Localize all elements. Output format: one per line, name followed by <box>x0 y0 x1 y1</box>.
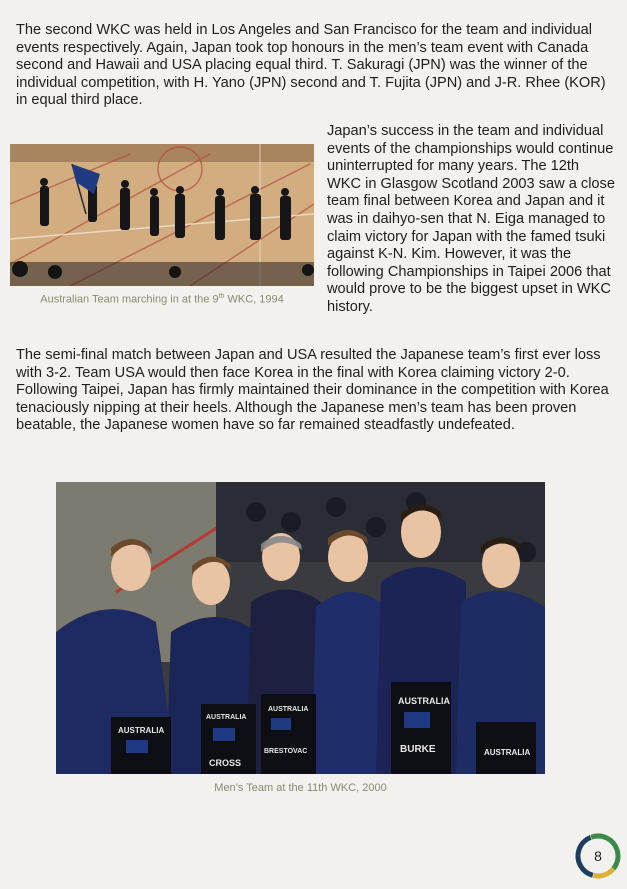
jacket-label-2: AUSTRALIA <box>206 714 247 721</box>
caption-text: Australian Team marching in at the 9 <box>40 293 219 306</box>
jacket-label-3: AUSTRALIA <box>268 706 309 713</box>
australian-flag-icon <box>126 712 430 753</box>
paragraph-intro: The second WKC was held in Los Angeles and San Francisco for the team and individual events respectively. Again, Japan took top honours in the men’s team event with Canada second and Hawaii and USA placing equal third. T. Sakuragi (JPN) was the winner of the individual competition, with H. Yano (JPN) second and T. Fujita (JPN) and J-R. Rhee (KOR) in equal third place. <box>16 22 606 109</box>
caption-team-photo: Men’s Team at the 11th WKC, 2000 <box>214 782 387 794</box>
caption-superscript: th <box>218 293 225 300</box>
jacket-flags <box>56 482 545 774</box>
jacket-name-2: CROSS <box>209 758 242 768</box>
caption-text-end: WKC, 1994 <box>224 293 284 306</box>
jacket-name-3: BRESTOVAC <box>264 748 308 755</box>
page-number: 8 <box>594 848 602 864</box>
jacket-label-5: AUSTRALIA <box>398 696 450 706</box>
photo-australian-team-marching <box>10 144 314 286</box>
jacket-name-5: BURKE <box>400 744 436 755</box>
caption-marching-photo <box>10 293 314 306</box>
page-number-badge <box>574 832 622 880</box>
paragraph-japan-success: Japan’s success in the team and individual events of the championships would continue uninterrupted for many years. The 12th WKC in Glasgow Scotland 2003 saw a close team final between Korea and Japan and it was in daihyo-sen that N. Eiga managed to claim victory for Japan with the famed tsuki against K-N. Kim. However, it was the following Championships in Taipei 2006 that would prove to be the biggest upset in WKC history. <box>327 123 615 315</box>
paragraph-semi-final: The semi-final match between Japan and USA resulted the Japanese team’s first ever loss with 3-2. Team USA would then face Korea in the final with Korea claiming victory 2-0. Following Taipei, Japan has firmly maintained their dominance in the competition with Korea tenaciously nipping at their heels. Although the Japanese men’s team has been proven beatable, the Japanese women have so far remained steadfastly undefeated. <box>16 347 609 434</box>
jacket-label-6: AUSTRALIA <box>484 748 531 757</box>
photo-mens-team <box>56 482 545 774</box>
jacket-label-1: AUSTRALIA <box>118 726 165 735</box>
marching-scene <box>10 144 314 286</box>
